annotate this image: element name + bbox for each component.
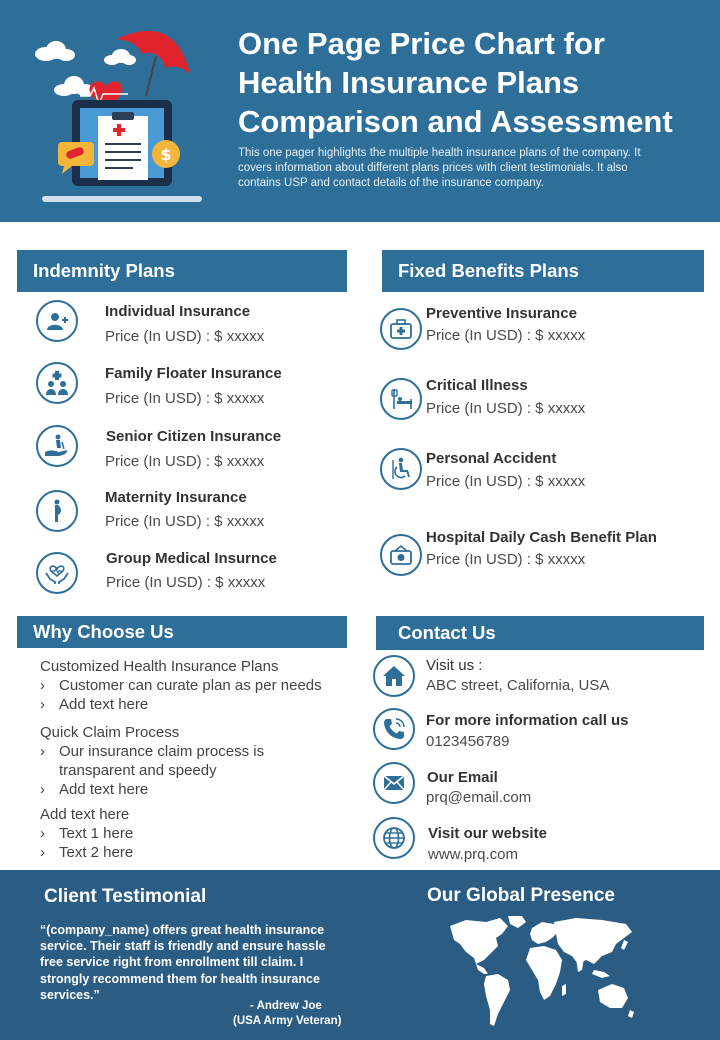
phone-icon: [373, 708, 415, 750]
why-bullet: › Our insurance claim process is transparent and speedy: [40, 743, 265, 779]
why-bullet: › Text 2 here: [40, 844, 134, 861]
plan-price: Price (In USD) : $ xxxxx: [426, 327, 586, 344]
chevron-right-icon: ›: [40, 677, 45, 694]
plan-title: Group Medical Insurnce: [106, 550, 277, 567]
phone-value: 0123456789: [426, 733, 510, 750]
plan-price: Price (In USD) : $ xxxxx: [105, 390, 265, 407]
home-icon: [373, 655, 415, 697]
globe-icon: [373, 817, 415, 859]
global-presence-heading: Our Global Presence: [427, 885, 615, 906]
fixed-benefits-heading: Fixed Benefits Plans: [382, 250, 704, 292]
title-line-3: Comparison and Assessment: [238, 104, 673, 139]
why-bullet: › Add text here: [40, 781, 149, 798]
svg-text:$: $: [160, 145, 172, 164]
why-group-additional: Add text here: [40, 806, 130, 823]
visit-label: Visit us :: [426, 657, 483, 674]
page-title: [238, 24, 708, 141]
footer-band: [0, 870, 720, 1040]
family-icon: [36, 362, 78, 404]
testimonial-author: - Andrew Joe: [250, 1000, 322, 1012]
plan-title: Maternity Insurance: [105, 489, 247, 506]
plan-title: Hospital Daily Cash Benefit Plan: [426, 529, 657, 546]
contact-us-heading: Contact Us: [376, 616, 704, 650]
email-label: Our Email: [427, 769, 498, 786]
hospital-bed-icon: [380, 378, 422, 420]
page-description: This one pager highlights the multiple health insurance plans of the company. It covers information about different plans prices with client testimonials. It also contains USP and contact details of the insurance company.: [238, 147, 641, 189]
chevron-right-icon: ›: [40, 743, 45, 760]
chevron-right-icon: ›: [40, 825, 45, 842]
world-map-icon: [446, 914, 636, 1034]
chevron-right-icon: ›: [40, 781, 45, 798]
why-choose-us-heading: Why Choose Us: [17, 616, 347, 648]
call-label: For more information call us: [426, 712, 629, 729]
title-line-2: Health Insurance Plans: [238, 65, 580, 100]
plan-title: Preventive Insurance: [426, 305, 577, 322]
chevron-right-icon: ›: [40, 844, 45, 861]
plan-title: Individual Insurance: [105, 303, 251, 320]
plan-title: Family Floater Insurance: [105, 365, 282, 382]
website-value: www.prq.com: [428, 846, 519, 863]
why-bullet: › Customer can curate plan as per needs: [40, 677, 322, 694]
address-value: ABC street, California, USA: [426, 677, 610, 694]
why-bullet: › Add text here: [40, 696, 149, 713]
heart-hands-icon: [36, 552, 78, 594]
email-value: prq@email.com: [426, 789, 532, 806]
why-group-claim: Quick Claim Process: [40, 724, 180, 741]
plan-price: Price (In USD) : $ xxxxx: [426, 400, 586, 417]
plan-price: Price (In USD) : $ xxxxx: [426, 473, 586, 490]
hand-care-icon: [36, 425, 78, 467]
pregnant-woman-icon: [36, 490, 78, 532]
wheelchair-icon: [380, 448, 422, 490]
plan-title: Critical Illness: [426, 377, 528, 394]
why-group-customized: Customized Health Insurance Plans: [40, 658, 279, 675]
add-user-icon: [36, 300, 78, 342]
testimonial-author-title: (USA Army Veteran): [233, 1015, 342, 1027]
plan-price: Price (In USD) : $ xxxxx: [105, 453, 265, 470]
health-insurance-illustration: [28, 18, 218, 210]
plan-price: Price (In USD) : $ xxxxx: [105, 328, 265, 345]
cash-icon: [380, 534, 422, 576]
plan-price: Price (In USD) : $ xxxxx: [105, 513, 265, 530]
title-line-1: One Page Price Chart for: [238, 26, 605, 61]
why-bullet: › Text 1 here: [40, 825, 134, 842]
plan-title: Personal Accident: [426, 450, 557, 467]
client-testimonial-heading: Client Testimonial: [44, 886, 207, 907]
plan-title: Senior Citizen Insurance: [106, 428, 282, 445]
mail-icon: [373, 762, 415, 804]
plan-price: Price (In USD) : $ xxxxx: [426, 551, 586, 568]
indemnity-plans-heading: Indemnity Plans: [17, 250, 347, 292]
plan-price: Price (In USD) : $ xxxxx: [106, 574, 266, 591]
testimonial-quote: “(company_name) offers great health insurance service. Their staff is friendly and ensure hassle free service right from enrollment till claim. I strongly recommend them for health insurance services.”: [40, 923, 326, 1002]
website-label: Visit our website: [428, 825, 547, 842]
header-banner: [0, 0, 720, 222]
first-aid-kit-icon: [380, 308, 422, 350]
chevron-right-icon: ›: [40, 696, 45, 713]
